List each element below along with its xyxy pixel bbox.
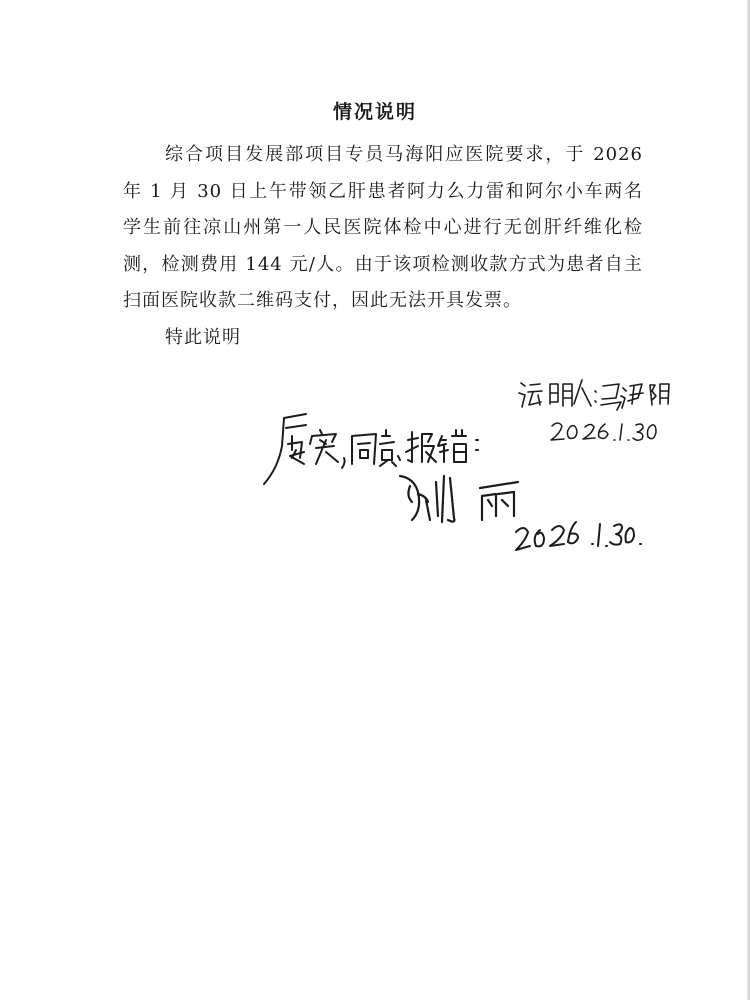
approver-date-image [516,522,641,550]
document-title: 情况说明 [332,101,417,123]
explainer-date-image [551,423,656,440]
approval-note-image [264,414,478,484]
approver-signature-image [400,476,518,522]
closing-line: 特此说明 [165,326,241,348]
explainer-signature-image [519,380,669,410]
document-body [123,137,643,356]
main-paragraph: 综合项目发展部项目专员马海阳应医院要求，于 2026 年 1 月 30 日上午带领乙肝患者阿力么力雷和阿尔小车两名学生前往凉山州第一人民医院体检中心进行无创肝纤维化检测，检测费用 144 元/人。由于该项检测收款方式为患者自主扫面医院收款二维码支付，因此无法开具发票。 [123,144,643,311]
